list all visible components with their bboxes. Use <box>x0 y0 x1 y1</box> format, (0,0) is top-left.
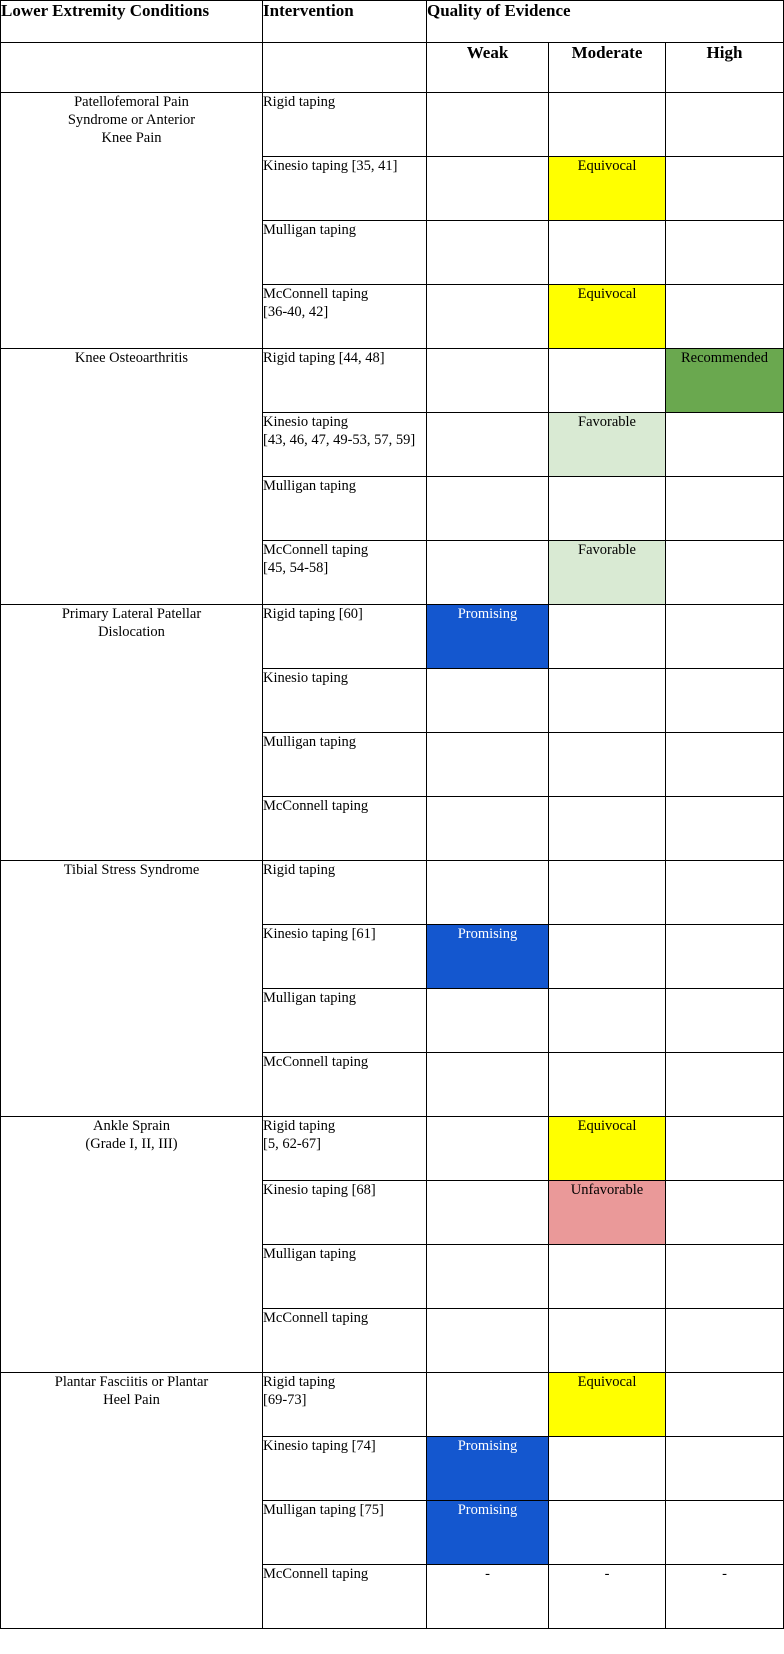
header-level-high: High <box>666 43 784 93</box>
intervention-cell <box>263 1181 427 1245</box>
intervention-cell <box>263 1373 427 1437</box>
evidence-cell-moderate-equivocal: Equivocal <box>549 285 666 349</box>
intervention-line: Rigid taping <box>263 1118 336 1134</box>
intervention-cell <box>263 605 427 669</box>
evidence-cell-moderate <box>549 1245 666 1309</box>
condition-line: Knee Osteoarthritis <box>74 350 189 366</box>
evidence-cell-high <box>666 1053 784 1117</box>
evidence-cell-moderate-unfavorable: Unfavorable <box>549 1181 666 1245</box>
condition-cell <box>1 861 263 1117</box>
evidence-cell-moderate <box>549 669 666 733</box>
intervention-cell <box>263 93 427 157</box>
evidence-cell-weak <box>427 477 549 541</box>
evidence-cell-weak <box>427 285 549 349</box>
evidence-cell-weak <box>427 221 549 285</box>
intervention-line: Mulligan taping <box>263 734 357 750</box>
evidence-cell-moderate <box>549 989 666 1053</box>
intervention-cell <box>263 1565 427 1629</box>
intervention-line: Mulligan taping [75] <box>263 1502 384 1518</box>
intervention-line: Rigid taping [44, 48] <box>263 350 385 366</box>
evidence-cell-moderate <box>549 925 666 989</box>
evidence-cell-weak <box>427 1373 549 1437</box>
condition-line: Knee Pain <box>101 130 162 146</box>
intervention-line: McConnell taping <box>263 1566 369 1582</box>
intervention-cell <box>263 285 427 349</box>
table-row <box>1 861 784 925</box>
evidence-cell-high-recommended: Recommended <box>666 349 784 413</box>
evidence-cell-moderate <box>549 477 666 541</box>
header-quality-of-evidence: Quality of Evidence <box>427 1 784 43</box>
evidence-cell-moderate <box>549 1437 666 1501</box>
intervention-line: [36-40, 42] <box>263 304 329 320</box>
evidence-cell-weak <box>427 413 549 477</box>
intervention-cell <box>263 221 427 285</box>
intervention-line: Mulligan taping <box>263 222 357 238</box>
evidence-cell-high <box>666 1373 784 1437</box>
evidence-cell-weak-promising: Promising <box>427 1437 549 1501</box>
table-row <box>1 1117 784 1181</box>
intervention-line: [69-73] <box>263 1392 307 1408</box>
intervention-cell <box>263 989 427 1053</box>
intervention-line: Mulligan taping <box>263 990 357 1006</box>
evidence-cell-high <box>666 93 784 157</box>
intervention-line: Rigid taping <box>263 94 336 110</box>
evidence-cell-moderate-equivocal: Equivocal <box>549 157 666 221</box>
evidence-cell-high <box>666 157 784 221</box>
evidence-cell-weak <box>427 1245 549 1309</box>
condition-line: Plantar Fasciitis or Plantar <box>54 1374 209 1390</box>
evidence-cell-high <box>666 797 784 861</box>
intervention-cell <box>263 157 427 221</box>
intervention-cell <box>263 669 427 733</box>
evidence-cell-moderate-favorable: Favorable <box>549 413 666 477</box>
evidence-cell-high <box>666 669 784 733</box>
condition-cell <box>1 1373 263 1629</box>
evidence-cell-weak-promising: Promising <box>427 1501 549 1565</box>
evidence-cell-weak <box>427 157 549 221</box>
intervention-cell <box>263 1053 427 1117</box>
subheader-row <box>1 43 784 93</box>
intervention-line: Mulligan taping <box>263 1246 357 1262</box>
intervention-line: [45, 54-58] <box>263 560 329 576</box>
evidence-cell-weak <box>427 1117 549 1181</box>
intervention-line: Mulligan taping <box>263 478 357 494</box>
evidence-cell-high <box>666 1181 784 1245</box>
evidence-cell-high <box>666 221 784 285</box>
evidence-cell-weak <box>427 1309 549 1373</box>
evidence-cell-moderate <box>549 605 666 669</box>
header-row <box>1 1 784 43</box>
evidence-cell-weak <box>427 541 549 605</box>
intervention-line: Kinesio taping [74] <box>263 1438 376 1454</box>
intervention-line: Kinesio taping [35, 41] <box>263 158 398 174</box>
intervention-cell <box>263 861 427 925</box>
intervention-line: Rigid taping <box>263 1374 336 1390</box>
evidence-cell-moderate <box>549 861 666 925</box>
intervention-cell <box>263 1117 427 1181</box>
evidence-cell-high <box>666 989 784 1053</box>
subheader-empty-intervention <box>263 43 427 93</box>
evidence-cell-moderate-favorable: Favorable <box>549 541 666 605</box>
intervention-cell <box>263 413 427 477</box>
intervention-line: McConnell taping <box>263 1054 369 1070</box>
intervention-cell <box>263 1501 427 1565</box>
evidence-cell-weak <box>427 1053 549 1117</box>
evidence-cell-high <box>666 925 784 989</box>
condition-line: Patellofemoral Pain <box>74 94 189 110</box>
evidence-cell-weak <box>427 1181 549 1245</box>
intervention-cell <box>263 541 427 605</box>
intervention-line: [43, 46, 47, 49-53, 57, 59] <box>263 432 416 448</box>
evidence-cell-weak <box>427 733 549 797</box>
evidence-cell-high <box>666 1117 784 1181</box>
condition-cell <box>1 349 263 605</box>
evidence-cell-weak <box>427 797 549 861</box>
evidence-cell-moderate <box>549 349 666 413</box>
intervention-line: McConnell taping <box>263 1310 369 1326</box>
intervention-line: Rigid taping <box>263 862 336 878</box>
intervention-cell <box>263 733 427 797</box>
intervention-cell <box>263 1309 427 1373</box>
header-intervention: Intervention <box>263 1 427 43</box>
evidence-cell-weak: - <box>427 1565 549 1629</box>
evidence-cell-moderate-equivocal: Equivocal <box>549 1373 666 1437</box>
table-row <box>1 605 784 669</box>
evidence-cell-high <box>666 605 784 669</box>
intervention-line: McConnell taping <box>263 798 369 814</box>
subheader-empty-condition <box>1 43 263 93</box>
evidence-cell-weak-promising: Promising <box>427 605 549 669</box>
condition-cell <box>1 1117 263 1373</box>
intervention-line: [5, 62-67] <box>263 1136 321 1152</box>
evidence-cell-high <box>666 1309 784 1373</box>
evidence-cell-high <box>666 285 784 349</box>
intervention-line: McConnell taping <box>263 542 369 558</box>
intervention-cell <box>263 925 427 989</box>
intervention-line: McConnell taping <box>263 286 369 302</box>
header-level-moderate: Moderate <box>549 43 666 93</box>
intervention-cell <box>263 349 427 413</box>
evidence-cell-high <box>666 477 784 541</box>
evidence-cell-high <box>666 1245 784 1309</box>
evidence-cell-weak-promising: Promising <box>427 925 549 989</box>
intervention-cell <box>263 1437 427 1501</box>
evidence-cell-moderate <box>549 221 666 285</box>
evidence-cell-moderate <box>549 733 666 797</box>
condition-line: Ankle Sprain <box>93 1118 170 1134</box>
condition-line: Primary Lateral Patellar <box>61 606 202 622</box>
condition-cell <box>1 605 263 861</box>
evidence-cell-high: - <box>666 1565 784 1629</box>
intervention-line: Kinesio taping [68] <box>263 1182 376 1198</box>
table-row <box>1 93 784 157</box>
condition-line: (Grade I, II, III) <box>85 1136 178 1152</box>
condition-cell <box>1 93 263 349</box>
evidence-cell-moderate <box>549 1053 666 1117</box>
table-body <box>1 93 784 1629</box>
evidence-cell-weak <box>427 861 549 925</box>
intervention-line: Kinesio taping <box>263 670 348 686</box>
evidence-cell-moderate: - <box>549 1565 666 1629</box>
evidence-cell-moderate-equivocal: Equivocal <box>549 1117 666 1181</box>
evidence-cell-weak <box>427 93 549 157</box>
condition-line: Tibial Stress Syndrome <box>63 862 200 878</box>
intervention-line: Kinesio taping [61] <box>263 926 376 942</box>
evidence-cell-high <box>666 861 784 925</box>
evidence-cell-weak <box>427 349 549 413</box>
evidence-cell-moderate <box>549 1309 666 1373</box>
table-row <box>1 1373 784 1437</box>
evidence-cell-moderate <box>549 1501 666 1565</box>
intervention-cell <box>263 1245 427 1309</box>
table-row <box>1 349 784 413</box>
intervention-line: Kinesio taping <box>263 414 348 430</box>
condition-line: Syndrome or Anterior <box>67 112 196 128</box>
evidence-cell-high <box>666 541 784 605</box>
header-condition: Lower Extremity Conditions <box>1 1 263 43</box>
evidence-cell-moderate <box>549 93 666 157</box>
evidence-cell-high <box>666 413 784 477</box>
evidence-cell-high <box>666 1501 784 1565</box>
evidence-cell-high <box>666 733 784 797</box>
intervention-cell <box>263 477 427 541</box>
evidence-cell-high <box>666 1437 784 1501</box>
condition-line: Dislocation <box>98 624 165 640</box>
header-level-weak: Weak <box>427 43 549 93</box>
evidence-cell-weak <box>427 989 549 1053</box>
intervention-line: Rigid taping [60] <box>263 606 363 622</box>
condition-line: Heel Pain <box>103 1392 160 1408</box>
intervention-cell <box>263 797 427 861</box>
evidence-cell-moderate <box>549 797 666 861</box>
evidence-cell-weak <box>427 669 549 733</box>
